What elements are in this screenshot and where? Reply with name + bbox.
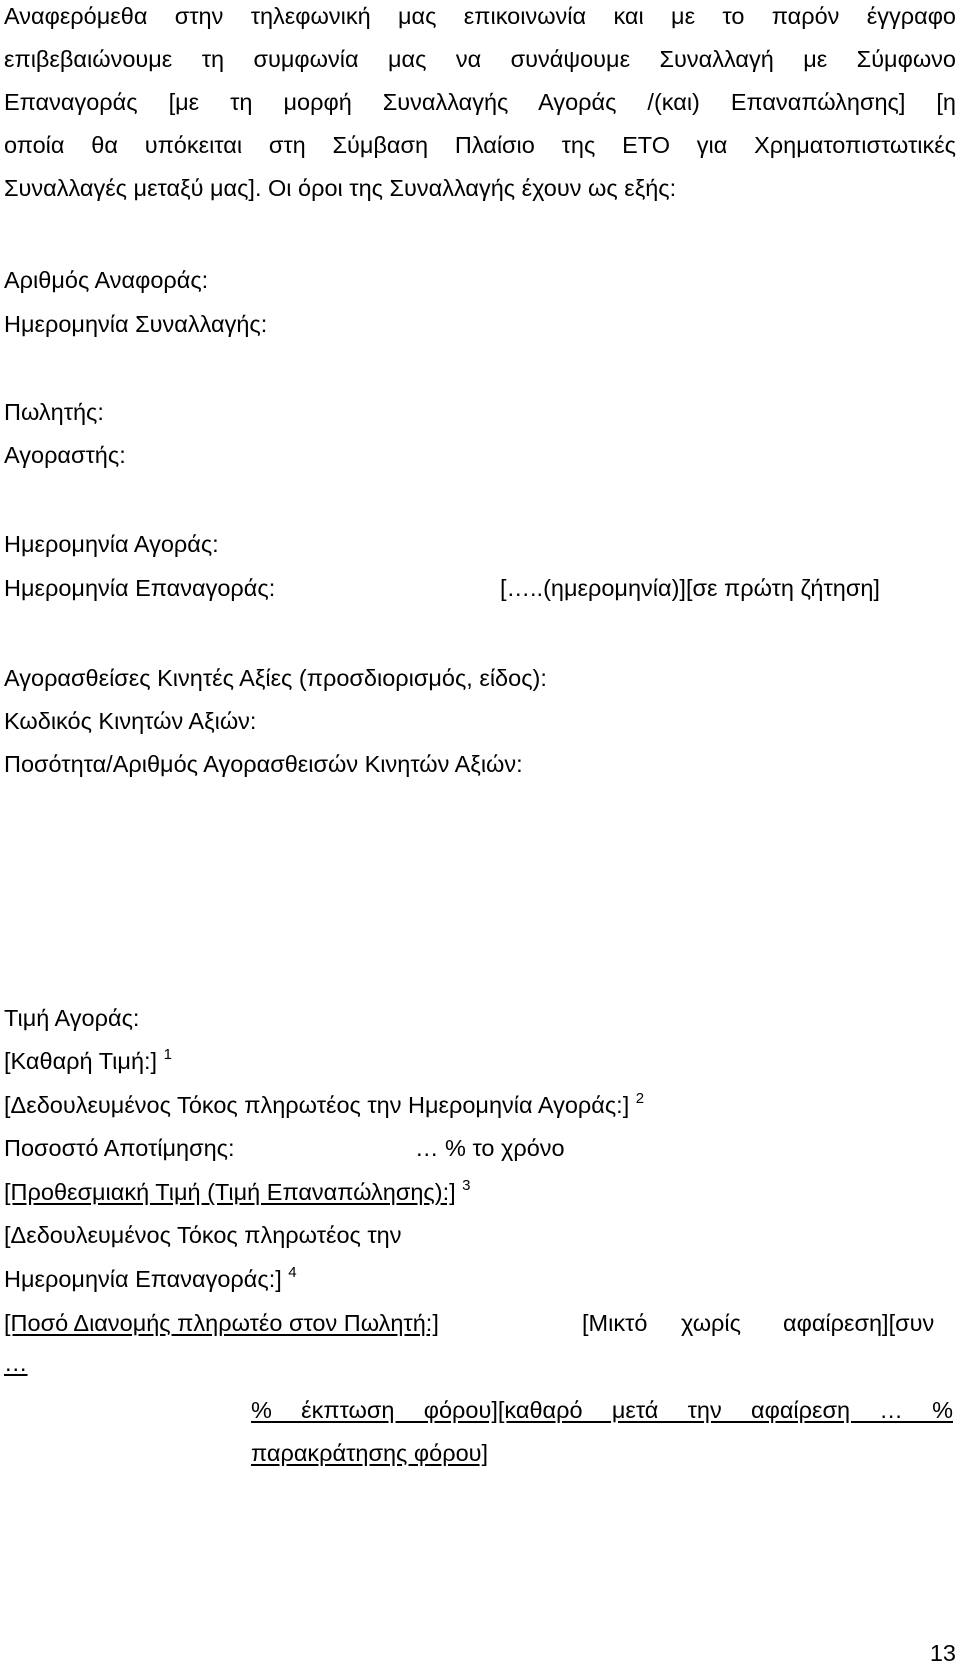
footnote-ref: 1 (163, 1046, 172, 1063)
page-number: 13 (929, 1640, 956, 1666)
distribution-ellipsis: … (4, 1350, 28, 1376)
reference-number-label: Αριθμός Αναφοράς: (4, 267, 209, 293)
accrued-interest-repurchase-label: [Δεδουλευμένος Τόκος πληρωτέος την (4, 1222, 402, 1248)
forward-price-label (4, 1178, 471, 1206)
distribution-gross-part: χωρίς (681, 1310, 741, 1336)
securities-quantity-label: Ποσότητα/Αριθμός Αγορασθεισών Κινητών Αξιών: (4, 751, 523, 777)
intro-line: επιβεβαιώνουμε τη συμφωνία μας να συνάψουμε Συναλλαγή με Σύμφωνο (4, 46, 956, 72)
intro-line: Συναλλαγές μεταξύ μας]. Οι όροι της Συναλλαγής έχουν ως εξής: (4, 175, 677, 201)
accrued-interest-purchase-label (4, 1091, 644, 1119)
distribution-tax-line: παρακράτησης φόρου] (251, 1440, 489, 1466)
distribution-gross-part: [Μικτό (582, 1310, 648, 1336)
purchase-date-label: Ημερομηνία Αγοράς: (4, 531, 219, 557)
accrued-interest-repurchase-label-cont (4, 1265, 297, 1293)
pricing-rate-label: Ποσοστό Αποτίμησης: (4, 1135, 235, 1161)
distribution-amount-label: [Ποσό Διανομής πληρωτέο στον Πωλητή:] (4, 1310, 439, 1336)
intro-line: Αναφερόμεθα στην τηλεφωνική μας επικοινωνία και με το παρόν έγγραφο (4, 3, 956, 29)
accrued-interest-purchase-text: [Δεδουλευμένος Τόκος πληρωτέος την Ημερομηνία Αγοράς:] (4, 1092, 630, 1118)
forward-price-text: [Προθεσμιακή Τιμή (Τιμή Επαναπώλησης):] (4, 1179, 456, 1205)
trade-date-label: Ημερομηνία Συναλλαγής: (4, 311, 268, 337)
distribution-tax-line: % έκπτωση φόρου][καθαρό μετά την αφαίρεση … % (251, 1397, 953, 1423)
intro-line: Επαναγοράς [με τη μορφή Συναλλαγής Αγοράς /(και) Επαναπώλησης] [η (4, 89, 956, 115)
accrued-interest-repurchase-text: Ημερομηνία Επαναγοράς:] (4, 1266, 282, 1292)
purchase-price-label: Τιμή Αγοράς: (4, 1005, 140, 1031)
footnote-ref: 3 (462, 1177, 471, 1194)
securities-code-label: Κωδικός Κινητών Αξιών: (4, 708, 257, 734)
distribution-gross-part: αφαίρεση][συν (783, 1310, 935, 1336)
footnote-ref: 2 (635, 1090, 645, 1107)
purchased-securities-label: Αγορασθείσες Κινητές Αξίες (προσδιορισμός, είδος): (4, 665, 547, 691)
net-price-text: [Καθαρή Τιμή:] (4, 1048, 158, 1074)
net-price-label (4, 1047, 172, 1075)
intro-line: οποία θα υπόκειται στη Σύμβαση Πλαίσιο της ΕΤΟ για Χρηματοπιστωτικές (4, 132, 956, 158)
footnote-ref: 4 (288, 1264, 297, 1281)
buyer-label: Αγοραστής: (4, 442, 126, 468)
pricing-rate-value: … % το χρόνο (415, 1135, 565, 1161)
seller-label: Πωλητής: (4, 399, 104, 425)
repurchase-date-value: […..(ημερομηνία)][σε πρώτη ζήτηση] (500, 575, 880, 601)
repurchase-date-label: Ημερομηνία Επαναγοράς: (4, 575, 276, 601)
